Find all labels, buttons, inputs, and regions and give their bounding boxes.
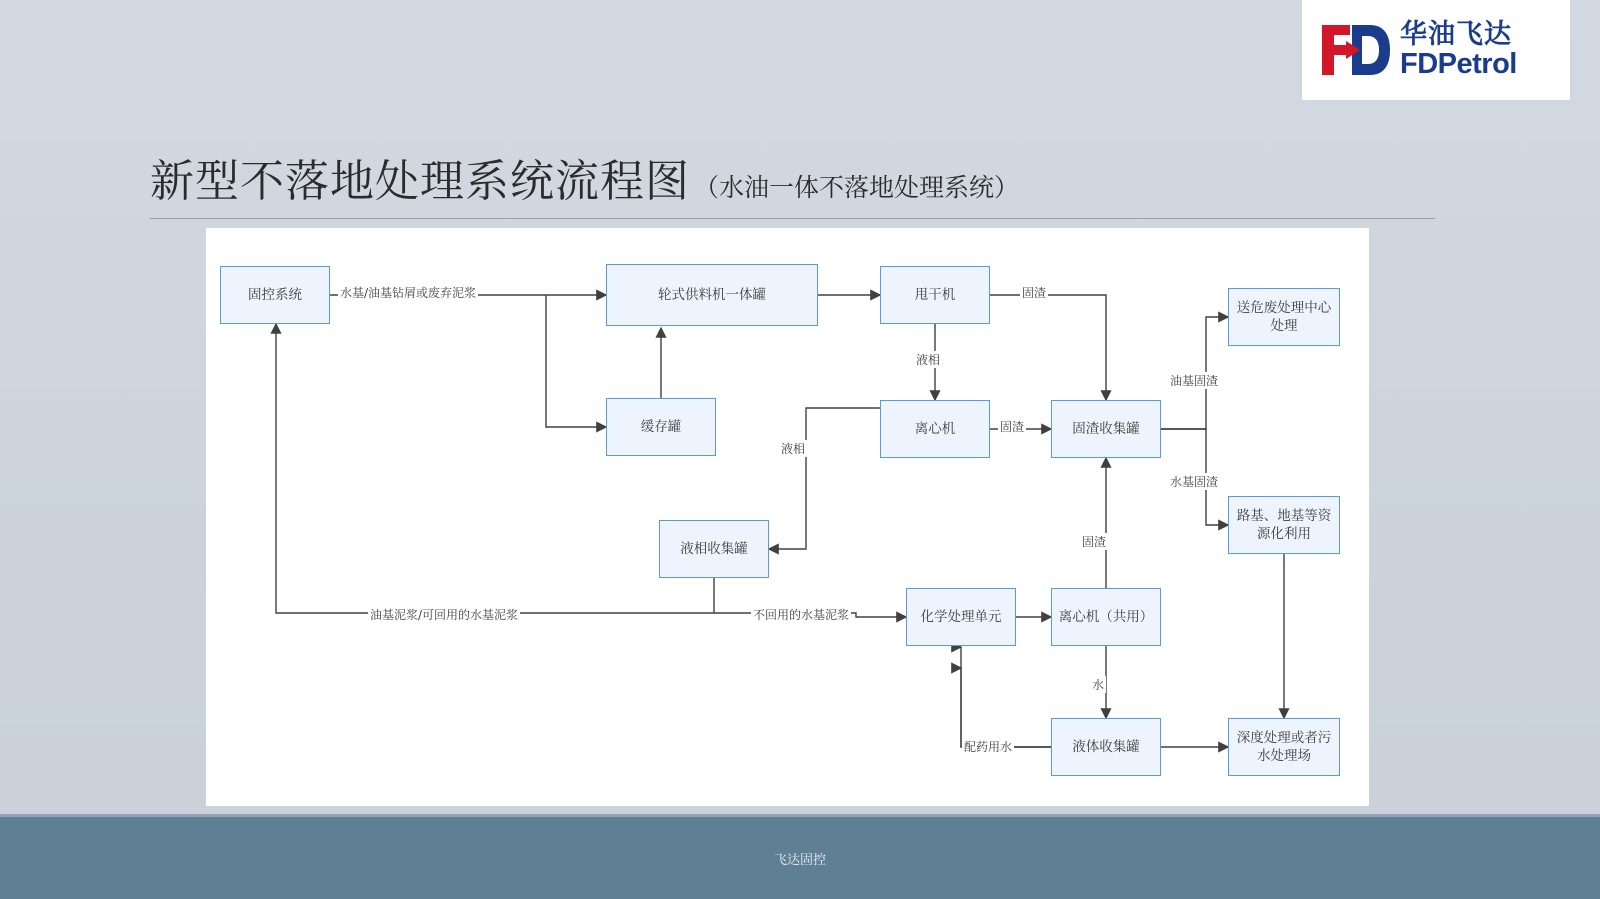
logo-cn-text: 华油飞达 bbox=[1400, 19, 1512, 50]
node-liquid-collection-tank[interactable] bbox=[1051, 718, 1161, 776]
node-label: 固控系统 bbox=[248, 286, 302, 303]
node-chemical-treatment-unit[interactable] bbox=[906, 588, 1016, 646]
title-divider bbox=[150, 218, 1435, 219]
node-hazardous-waste-center[interactable] bbox=[1228, 288, 1340, 346]
node-label: 液相收集罐 bbox=[680, 540, 748, 557]
edge-label: 固渣 bbox=[1082, 535, 1107, 549]
edge-label: 固渣 bbox=[1022, 286, 1047, 300]
edge-label: 油基固渣 bbox=[1170, 374, 1219, 388]
node-label: 化学处理单元 bbox=[920, 608, 1002, 625]
node-label: 轮式供料机一体罐 bbox=[658, 286, 766, 303]
edge-label: 水基/油基钻屑或废弃泥浆 bbox=[340, 286, 477, 300]
node-liquid-phase-collection-tank[interactable] bbox=[659, 520, 769, 578]
node-label: 深度处理或者污水处理场 bbox=[1236, 729, 1332, 764]
edge-label: 配药用水 bbox=[964, 740, 1013, 754]
node-shared-centrifuge[interactable] bbox=[1051, 588, 1161, 646]
page-title bbox=[150, 145, 1450, 219]
flowchart-canvas bbox=[206, 228, 1369, 806]
edge-label: 液相 bbox=[916, 353, 941, 367]
edge-label: 液相 bbox=[781, 442, 806, 456]
logo-en-text: FDPetrol bbox=[1400, 48, 1517, 80]
node-roadbed-resource-use[interactable] bbox=[1228, 496, 1340, 554]
node-centrifuge[interactable] bbox=[880, 400, 990, 458]
node-label: 路基、地基等资源化利用 bbox=[1236, 507, 1332, 542]
node-label: 缓存罐 bbox=[640, 418, 682, 435]
node-solids-control[interactable] bbox=[220, 266, 330, 324]
edge-label: 水 bbox=[1092, 678, 1105, 692]
footer-text: 飞达固控 bbox=[773, 852, 826, 868]
title-sub: （水油一体不落地处理系统） bbox=[694, 173, 1020, 202]
node-advanced-treatment-plant[interactable] bbox=[1228, 718, 1340, 776]
node-label: 固渣收集罐 bbox=[1072, 420, 1140, 437]
node-label: 甩干机 bbox=[914, 286, 956, 303]
edge-label: 固渣 bbox=[1000, 420, 1025, 434]
node-label: 送危废处理中心处理 bbox=[1236, 299, 1332, 334]
node-label: 液体收集罐 bbox=[1072, 738, 1140, 755]
node-label: 离心机 bbox=[914, 420, 956, 437]
node-wheeled-feeder-tank[interactable] bbox=[606, 264, 818, 326]
node-dryer[interactable] bbox=[880, 266, 990, 324]
title-main: 新型不落地处理系统流程图 bbox=[150, 156, 690, 207]
footer-bar bbox=[0, 817, 1600, 899]
company-logo bbox=[1302, 0, 1570, 100]
node-buffer-tank[interactable] bbox=[606, 398, 716, 456]
node-label: 离心机（共用） bbox=[1058, 608, 1154, 625]
fd-monogram-icon bbox=[1316, 19, 1392, 81]
node-solids-collection-tank[interactable] bbox=[1051, 400, 1161, 458]
edge-label: 不回用的水基泥浆 bbox=[753, 608, 850, 622]
edge-label: 水基固渣 bbox=[1170, 475, 1219, 489]
edge-label: 油基泥浆/可回用的水基泥浆 bbox=[370, 608, 519, 622]
